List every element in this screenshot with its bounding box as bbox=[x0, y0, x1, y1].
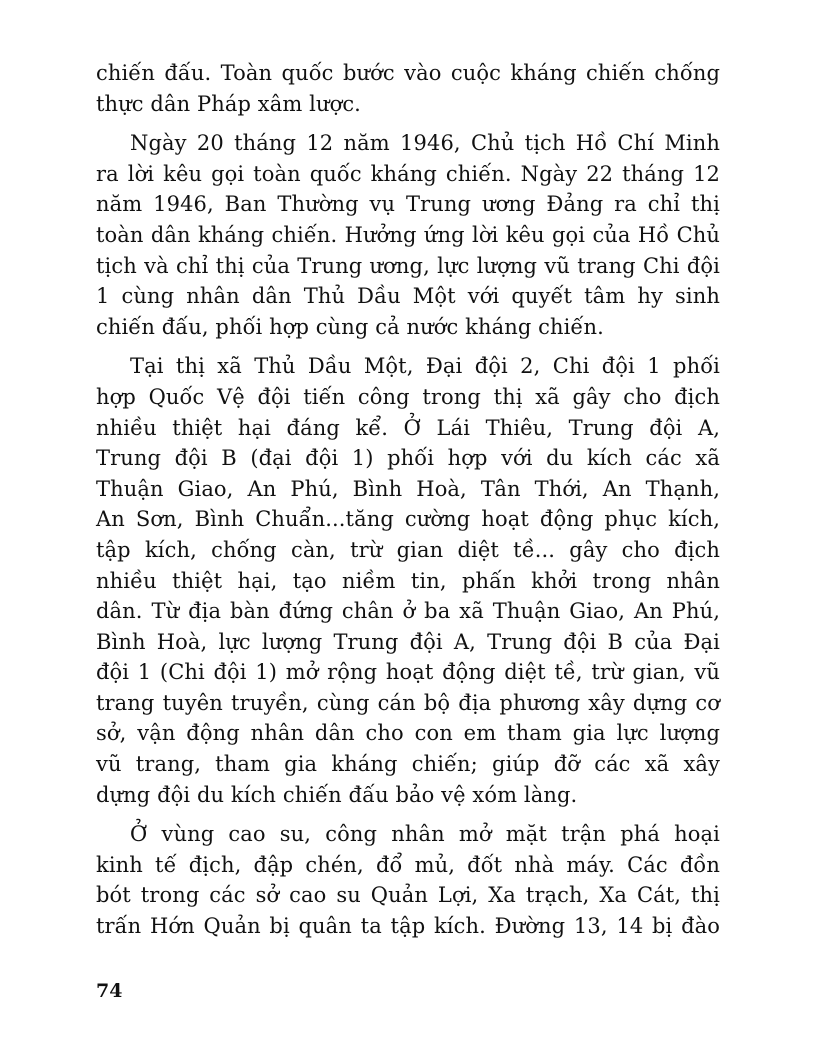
text-line: tịch và chỉ thị của Trung ương, lực lượng vũ trang Chi đội bbox=[96, 253, 720, 278]
text-line: Ở vùng cao su, công nhân mở mặt trận phá hoại bbox=[130, 822, 720, 847]
text-line: nhiều thiệt hại, tạo niềm tin, phấn khởi trong nhân bbox=[96, 568, 720, 593]
text-line: năm 1946, Ban Thường vụ Trung ương Đảng ra chỉ thị bbox=[96, 192, 720, 217]
page-number: 74 bbox=[96, 980, 123, 1002]
text-line: hợp Quốc Vệ đội tiến công trong thị xã gây cho địch bbox=[96, 384, 720, 409]
text-line: Ngày 20 tháng 12 năm 1946, Chủ tịch Hồ Chí Minh bbox=[130, 131, 720, 156]
text-line: chiến đấu, phối hợp cùng cả nước kháng chiến. bbox=[96, 314, 604, 339]
text-line: tập kích, chống càn, trừ gian diệt tề... gây cho địch bbox=[96, 537, 720, 562]
text-line: ra lời kêu gọi toàn quốc kháng chiến. Ngày 22 tháng 12 bbox=[96, 161, 720, 186]
paragraph bbox=[96, 58, 720, 119]
text-line: thực dân Pháp xâm lược. bbox=[96, 91, 361, 116]
text-line: chiến đấu. Toàn quốc bước vào cuộc kháng chiến chống bbox=[96, 61, 720, 85]
text-line: Thuận Giao, An Phú, Bình Hoà, Tân Thới, An Thạnh, bbox=[96, 476, 720, 501]
text-line: dựng đội du kích chiến đấu bảo vệ xóm làng. bbox=[96, 782, 578, 807]
text-line: An Sơn, Bình Chuẩn...tăng cường hoạt động phục kích, bbox=[96, 507, 720, 532]
text-line: Bình Hoà, lực lượng Trung đội A, Trung đội B của Đại bbox=[96, 629, 720, 654]
text-line: dân. Từ địa bàn đứng chân ở ba xã Thuận Giao, An Phú, bbox=[96, 599, 720, 624]
text-line: bót trong các sở cao su Quản Lợi, Xa trạch, Xa Cát, thị bbox=[96, 883, 720, 908]
text-line: trang tuyên truyền, cùng cán bộ địa phương xây dựng cơ bbox=[96, 690, 720, 715]
text-line: đội 1 (Chi đội 1) mở rộng hoạt động diệt tề, trừ gian, vũ bbox=[96, 660, 720, 685]
text-line: sở, vận động nhân dân cho con em tham gia lực lượng bbox=[96, 721, 720, 746]
text-line: vũ trang, tham gia kháng chiến; giúp đỡ các xã xây bbox=[96, 752, 720, 777]
text-line: kinh tế địch, đập chén, đổ mủ, đốt nhà máy. Các đồn bbox=[96, 852, 720, 877]
paragraph bbox=[96, 128, 720, 342]
text-line: 1 cùng nhân dân Thủ Dầu Một với quyết tâm hy sinh bbox=[96, 284, 720, 309]
text-line: trấn Hớn Quản bị quân ta tập kích. Đường 13, 14 bị đào bbox=[96, 914, 720, 939]
text-line: toàn dân kháng chiến. Hưởng ứng lời kêu gọi của Hồ Chủ bbox=[96, 222, 720, 247]
text-line: Trung đội B (đại đội 1) phối hợp với du kích các xã bbox=[96, 446, 720, 471]
text-line: Tại thị xã Thủ Dầu Một, Đại đội 2, Chi đội 1 phối bbox=[130, 354, 720, 379]
paragraph bbox=[96, 819, 720, 941]
text-line: nhiều thiệt hại đáng kể. Ở Lái Thiêu, Trung đội A, bbox=[96, 415, 720, 440]
body-text bbox=[96, 58, 720, 942]
paragraph bbox=[96, 351, 720, 810]
